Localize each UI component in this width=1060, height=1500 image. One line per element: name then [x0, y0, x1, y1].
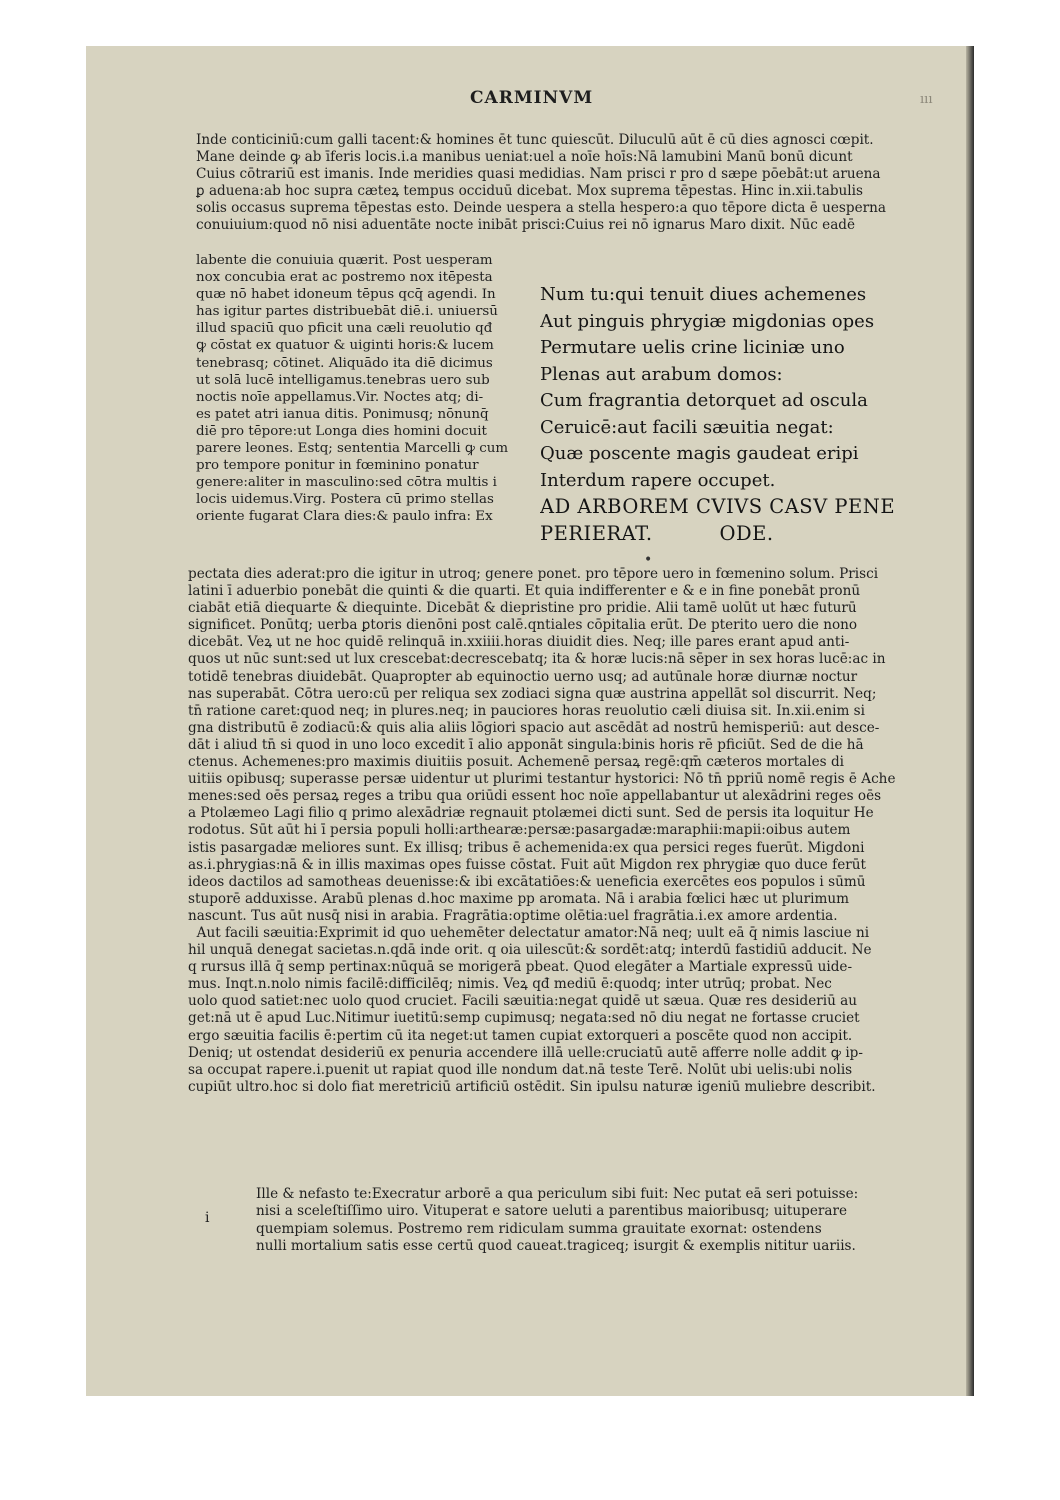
text-line: es patet atri ianua ditis. Ponimusq; nōnunq̄	[196, 406, 489, 422]
text-line: nox concubia erat ac postremo nox itēpesta	[196, 270, 493, 286]
text-line: illud spaciū quo pficit una cæli reuolutio qđ	[196, 321, 493, 337]
text-line: solis occasus suprema tēpestas esto. Deinde uespera a stella hespero:a quo tēpore dicta ē uesperna	[196, 200, 886, 217]
text-line: gna distributū ē zodiacū:& quis alia aliis lōgiori spacio aut ascēdāt ad nostrū hemisperiū: aut desce-	[188, 719, 880, 736]
text-line: sa occupat rapere.i.puenit ut rapiat quod ille nondum dat.nā teste Terē. Nolūt ubi uelis:ubi nolis	[188, 1061, 853, 1078]
text-line: Mane deinde ꝙ ab īferis locis.i.a manibus ueniat:uel a noīe hoīs:Nā lamubini Manū bonū dicunt	[196, 149, 853, 166]
text-line: ctenus. Achemenes:pro maximis diuitiis posuit. Achemenē persaꝝ regē:qm̄ cæteros mortales di	[188, 754, 845, 771]
bleed-through-mark: ııı	[920, 92, 933, 107]
text-line: as.i.phrygias:nā & in illis maximas opes fuisse cōstat. Fuit aūt Migdon rex phrygiæ quo duce ferūt	[188, 856, 866, 873]
poem-verse-block	[540, 282, 930, 547]
text-line: pro tempore ponitur in fœminino ponatur	[196, 458, 479, 474]
text-line: Deniq; ut ostendat desideriū ex penuria accendere illā uelle:cruciatū autē afferre nolle addit ꝙ ip-	[188, 1044, 863, 1061]
text-line: latini ī aduerbio ponebāt die quinti & die quarti. Et quia indifferenter e & e in fine ponebāt pronū	[188, 583, 861, 600]
text-line: Ille & nefasto te:Execratur arborē a qua periculum sibi fuit: Nec putat eā seri potuisse:	[256, 1186, 859, 1202]
text-line: uolo quod satiet:nec uolo quod cruciet. Facili sæuitia:negat quidē ut sæua. Quæ res desideriū au	[188, 993, 858, 1010]
text-line: noctis noīe appellamus.Vir. Noctes atq; di-	[196, 389, 484, 405]
text-line: istis pasargadæ meliores sunt. Ex illisq; tribus ē achemenida:ex qua persici reges fuerūt. Migdoni	[188, 839, 865, 856]
verse-line: Permutare uelis crine liciniæ uno	[540, 337, 845, 358]
verse-line: Interdum rapere occupet.	[540, 469, 776, 491]
ode-heading-line: AD ARBOREM CVIVS CASV PENE	[540, 495, 896, 518]
verse-line: Ceruicē:aut facili sæuitia negat:	[540, 416, 834, 438]
text-line: stuporē adduxisse. Arabū plenas d.hoc maxime pp aromata. Nā i arabia fœlici hæc ut plurimum	[188, 890, 849, 907]
page-edge-shadow	[966, 46, 974, 1396]
text-line: Cuius cōtrariū est imanis. Inde meridies quasi medidias. Nam prisci r pro d sæpe pōebāt:ut aruena	[196, 166, 881, 183]
text-line: quæ nō habet idoneum tēpus qcq̄ agendi. In	[196, 287, 496, 303]
text-line: uitiis opibusq; superasse persæ uidentur ut plurimi testantur hystorici: Nō tn̄ ppriū nomē regis ē Ache	[188, 771, 896, 788]
verse-line: Num tu:qui tenuit diues achemenes	[540, 284, 867, 305]
commentary-tail	[256, 1186, 916, 1256]
text-line: get:nā ut ē apud Luc.Nitimur iuetitū:semp cupimusq; negata:sed nō diu negat ne fortasse cruciet	[188, 1010, 860, 1027]
text-line: ꝙ cōstat ex quatuor & uiginti horis:& lucem	[196, 338, 494, 354]
margin-mark: i	[205, 1210, 210, 1226]
commentary-bottom	[188, 566, 910, 1096]
text-line: nas superabāt. Cōtra uero:cū per reliqua sex zodiaci signa quæ austrina appellāt sol discurrit. Neq;	[188, 685, 877, 702]
text-line: genere:aliter in masculino:sed cōtra multis i	[196, 475, 497, 491]
text-line: rodotus. Sūt aūt hi ī persia populi holli:arthearæ:persæ:pasargadæ:maraphii:mapii:oibus autem	[188, 822, 851, 839]
verse-line: Quæ poscente magis gaudeat eripi	[540, 443, 859, 464]
text-line: ꝑ aduena:ab hoc supra cæteꝝ tempus occiduū dicebat. Mox suprema tēpestas. Hinc in.xii.tabulis	[196, 183, 863, 200]
text-line: cupiūt ultro.hoc si dolo fiat meretriciū artificiū ostēdit. Sin ipulsu naturæ igeniū muliebre describit.	[188, 1078, 876, 1095]
text-line: Inde conticiniū:cum galli tacent:& homines ēt tunc quiescūt. Diluculū aūt ē cū dies agnosci cœpit.	[196, 132, 874, 148]
text-line: ideos dactilos ad samotheas deuenisse:& ibi excātatiōes:& ueneficia exercētes eos populos i sūmū	[188, 873, 866, 890]
text-line: locis uidemus.Virg. Postera cū primo stellas	[196, 492, 494, 508]
text-line: has igitur partes distribuebāt diē.i. uniuersū	[196, 304, 498, 320]
text-line: mus. Inqt.n.nolo nimis facilē:difficilēq; nimis. Veꝝ qđ mediū ē:quodq; inter utrūq; probat. Nec	[188, 976, 832, 993]
verse-line: Aut pinguis phrygiæ migdonias opes	[540, 310, 875, 332]
text-line: pectata dies aderat:pro die igitur in utroq; genere ponet. pro tēpore uero in fœmenino solum. Prisci	[188, 566, 879, 582]
text-line: dicebāt. Veꝝ ut ne hoc quidē relinquā in.xxiiii.horas diuidit dies. Neq; ille pares erant apud anti-	[188, 634, 850, 651]
ode-heading-line: PERIERAT. ODE.	[540, 521, 774, 545]
text-line: ciabāt etiā diequarte & diequinte. Dicebāt & diepristine pro pridie. Alii tamē uolūt ut hæc futurū	[188, 600, 857, 617]
commentary-top	[196, 132, 908, 235]
text-line: labente die conuiuia quærit. Post uesperam	[196, 253, 493, 268]
commentary-left-column	[196, 252, 526, 526]
text-line: nisi a sceleſtiſſimo uiro. Vituperat e satore ueluti a parentibus maioribusq; uituperare	[256, 1203, 848, 1220]
text-line: q rursus illā q̄ semp pertinax:nūquā se morigerā pbeat. Quod elegāter a Martiale expressū uide-	[188, 959, 853, 976]
text-line: a Ptolæmeo Lagi filio q primo alexādriæ regnauit ptolæmei dicti sunt. Sed de persis ita loquitur He	[188, 805, 874, 822]
text-line: ergo sæuitia facilis ē:pertim cū ita neget:ut tamen cupiat extorqueri a poscēte quod non accipit.	[188, 1027, 853, 1044]
text-line: dāt i aliud tn̄ si quod in uno loco excedit ī alio apponāt singula:binis horis rē pficiūt. Sed de die hā	[188, 736, 864, 753]
text-line: parere leones. Estq; sententia Marcelli ꝙ cum	[196, 441, 509, 457]
verse-line: Cum fragrantia detorquet ad oscula	[540, 390, 868, 411]
text-line: diē pro tēpore:ut Longa dies homini docuit	[196, 423, 487, 439]
ink-dot: •	[644, 552, 653, 568]
text-line: quos ut nūc sunt:sed ut lux crescebat:decrescebatq; ita & horæ lucis:nā sēper in sex horas lucē:ac in	[188, 651, 886, 668]
text-line: quempiam solemus. Postremo rem ridiculam summa grauitate exornat: ostendens	[256, 1220, 822, 1237]
text-line: Aut facili sæuitia:Exprimit id quo uehemēter delectatur amator:Nā neq; uult eā q̄ nimis lasciue ni	[188, 924, 870, 941]
text-line: nulli mortalium satis esse certū quod caueat.tragiceq; isurgit & exemplis nititur uariis.	[256, 1238, 856, 1255]
text-line: conuiuium:quod nō nisi aduentāte nocte inibāt prisci:Cuius rei nō ignarus Maro dixit. Nūc eadē	[196, 217, 856, 234]
running-header: CARMINVM	[470, 88, 594, 108]
text-line: significet. Ponūtq; uerba ꝑtoris dienōni post calē.qntiales cōpitalia erūt. De pterito uero die nono	[188, 617, 858, 634]
verse-line: Plenas aut arabum domos:	[540, 363, 783, 385]
text-line: hil unquā denegat sacietas.n.qdā inde orit. q oia uilescūt:& sordēt:atq; interdū fastidiū adducit. Ne	[188, 942, 872, 959]
text-line: ut solā lucē intelligamus.tenebras uero sub	[196, 372, 490, 388]
text-line: nascunt. Tus aūt nusq̄ nisi in arabia. Fragrātia:optime olētia:uel fragrātia.i.ex amore ardentia.	[188, 907, 838, 924]
text-line: menes:sed oēs persaꝝ reges a tribu qua oriūdi essent hoc noīe appellabantur ut alexādrini reges oēs	[188, 788, 882, 805]
text-line: tenebrasq; cōtinet. Aliquādo ita diē dicimus	[196, 355, 493, 371]
text-line: totidē tenebras diuidebāt. Quapropter ab equinoctio uerno usq; ad autūnale horæ diurnæ noctur	[188, 668, 858, 685]
text-line: oriente fugarat Clara dies:& paulo infra: Ex	[196, 509, 493, 525]
text-line: tn̄ ratione caret:quod neq; in plures.neq; in pauciores horas reuolutio cæli diuisa sit. In.xii.enim si	[188, 702, 866, 719]
